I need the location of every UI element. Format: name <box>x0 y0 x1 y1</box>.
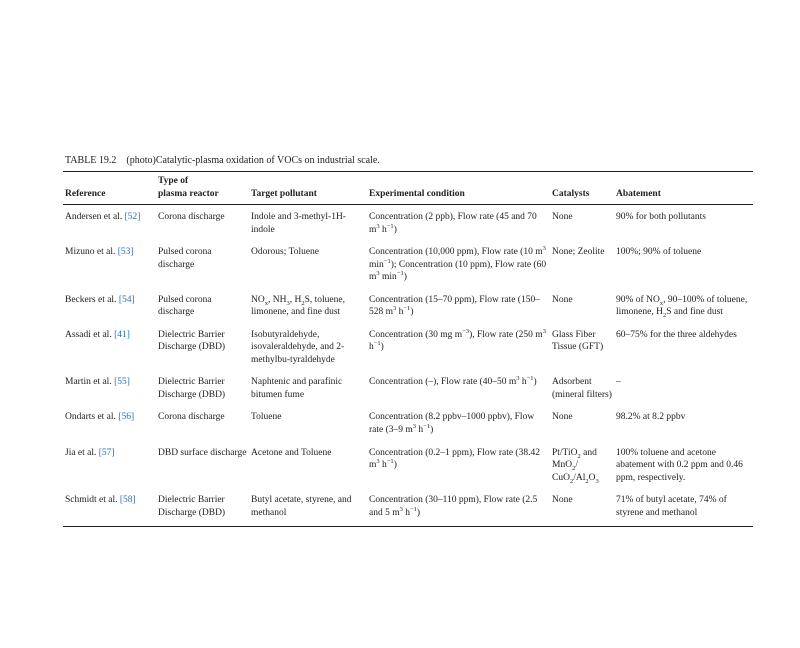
header-plasma-reactor: Type of plasma reactor <box>158 176 219 199</box>
table-caption <box>65 154 755 167</box>
citation-link[interactable]: [54] <box>118 294 135 305</box>
cell-reference: Beckers et al. [54] <box>65 294 135 305</box>
cell-reference: Martin et al. [55] <box>65 377 130 388</box>
cell-experimental-condition: Concentration (30–110 ppm), Flow rate (2.5 and 5 $m^3$ $h^{-1}$) <box>369 495 538 518</box>
cell-catalyst: None <box>552 495 573 506</box>
table-row <box>63 408 753 443</box>
cell-reactor-type: Pulsed corona discharge <box>158 247 212 270</box>
cell-target-pollutant: $NO_x$, $NH_3$, $H_2S$, toluene, limonene, and fine dust <box>251 294 345 318</box>
cell-reference: Jia et al. [57] <box>65 447 115 458</box>
cell-abatement: 90% for both pollutants <box>616 212 706 223</box>
table-row <box>63 326 753 374</box>
table-header-row <box>63 172 753 205</box>
cell-catalyst: Glass Fiber Tissue (GFT) <box>552 329 604 353</box>
cell-catalyst: None <box>552 212 573 223</box>
cell-reactor-type: Pulsed corona discharge <box>158 294 212 318</box>
cell-experimental-condition: Concentration (2 ppb), Flow rate (45 and 70 $m^3$ $h^{-1}$) <box>369 212 537 235</box>
citation-link[interactable]: [53] <box>117 247 134 258</box>
citation-link[interactable]: [55] <box>114 377 130 388</box>
citation-link[interactable]: [56] <box>118 412 135 423</box>
cell-reference: Schmidt et al. [58] <box>65 495 136 506</box>
cell-catalyst: Adsorbent (mineral filters) <box>552 377 612 400</box>
table-row <box>63 243 753 291</box>
cell-reactor-type: Corona discharge <box>158 412 225 423</box>
cell-abatement: 98.2% at 8.2 ppbv <box>616 412 686 423</box>
cell-abatement: 90% of $NO_x$, 90–100% of toluene, limonene, $H_2S$ and fine dust <box>616 294 748 320</box>
voc-oxidation-table <box>63 171 753 527</box>
cell-target-pollutant: Butyl acetate, styrene, and methanol <box>251 495 352 518</box>
cell-reactor-type: Dielectric Barrier Discharge (DBD) <box>158 377 226 400</box>
cell-reactor-type: Dielectric Barrier Discharge (DBD) <box>158 329 226 353</box>
cell-reference: Mizuno et al. [53] <box>65 247 134 258</box>
header-target-pollutant: Target pollutant <box>251 188 317 199</box>
cell-experimental-condition: Concentration (0.2–1 ppm), Flow rate (38.42 $m^3$ $h^{-1}$) <box>369 447 540 471</box>
cell-reactor-type: Corona discharge <box>158 212 225 223</box>
cell-reactor-type: Dielectric Barrier Discharge (DBD) <box>158 495 226 518</box>
cell-catalyst: Pt/TiO$_2$ and MnO$_2$/ $CuO_2/Al_2O_3$ <box>552 447 599 485</box>
citation-link[interactable]: [58] <box>119 495 136 506</box>
cell-target-pollutant: Naphtenic and parafinic bitumen fume <box>251 377 343 400</box>
cell-reactor-type: DBD surface discharge <box>158 447 247 458</box>
table-row <box>63 373 753 408</box>
cell-experimental-condition: Concentration (30 mg $m^{-3}$), Flow rate (250 $m^3$ $h^{-1}$) <box>369 327 546 353</box>
table-row <box>63 444 753 492</box>
table-row <box>63 491 753 527</box>
cell-reference: Assadi et al. [41] <box>65 329 130 340</box>
cell-target-pollutant: Indole and 3-methyl-1H-indole <box>251 212 346 235</box>
citation-link[interactable]: [41] <box>114 329 130 340</box>
cell-reference: Andersen et al. [52] <box>65 212 141 223</box>
cell-abatement: – <box>616 377 621 388</box>
cell-target-pollutant: Odorous; Toluene <box>251 247 320 258</box>
header-experimental-condition: Experimental condition <box>369 188 465 199</box>
cell-experimental-condition: Concentration (–), Flow rate (40–50 $m^3$ $h^{-1}$) <box>369 375 537 388</box>
table-title: (photo)Catalytic-plasma oxidation of VOCs on industrial scale. <box>126 155 380 166</box>
cell-experimental-condition: Concentration (15–70 ppm), Flow rate (150–528 $m^3$ $h^{-1}$) <box>369 294 540 318</box>
header-catalysts: Catalysts <box>552 188 590 199</box>
cell-target-pollutant: Isobutyraldehyde, isovaleraldehyde, and 2-methylbu-tyraldehyde <box>251 329 345 365</box>
cell-abatement: 100% toluene and acetone abatement with 0.2 ppm and 0.46 ppm, respectively. <box>616 447 743 483</box>
cell-abatement: 71% of butyl acetate, 74% of styrene and methanol <box>616 495 727 518</box>
cell-catalyst: None <box>552 412 573 423</box>
cell-catalyst: None; Zeolite <box>552 247 605 258</box>
cell-reference: Ondarts et al. [56] <box>65 412 135 423</box>
citation-link[interactable]: [57] <box>98 447 115 458</box>
cell-abatement: 100%; 90% of toluene <box>616 247 702 258</box>
header-abatement: Abatement <box>616 188 661 199</box>
cell-target-pollutant: Acetone and Toluene <box>251 447 332 458</box>
table-row <box>63 205 753 244</box>
table-row <box>63 291 753 326</box>
header-reference: Reference <box>65 188 106 199</box>
cell-experimental-condition: Concentration (8.2 ppbv–1000 ppbv), Flow rate (3–9 $m^3$ $h^{-1}$) <box>369 412 535 435</box>
cell-abatement: 60–75% for the three aldehydes <box>616 329 737 340</box>
cell-experimental-condition: Concentration (10,000 ppm), Flow rate (10 $m^3$ $\min^{-1}$); Concentration (10 ppm), Flow rate (60 $m^3$ $\min^{-1}$) <box>369 244 547 283</box>
table-label: TABLE 19.2 <box>65 155 117 166</box>
cell-target-pollutant: Toluene <box>251 412 282 423</box>
cell-catalyst: None <box>552 294 573 305</box>
citation-link[interactable]: [52] <box>124 212 141 223</box>
